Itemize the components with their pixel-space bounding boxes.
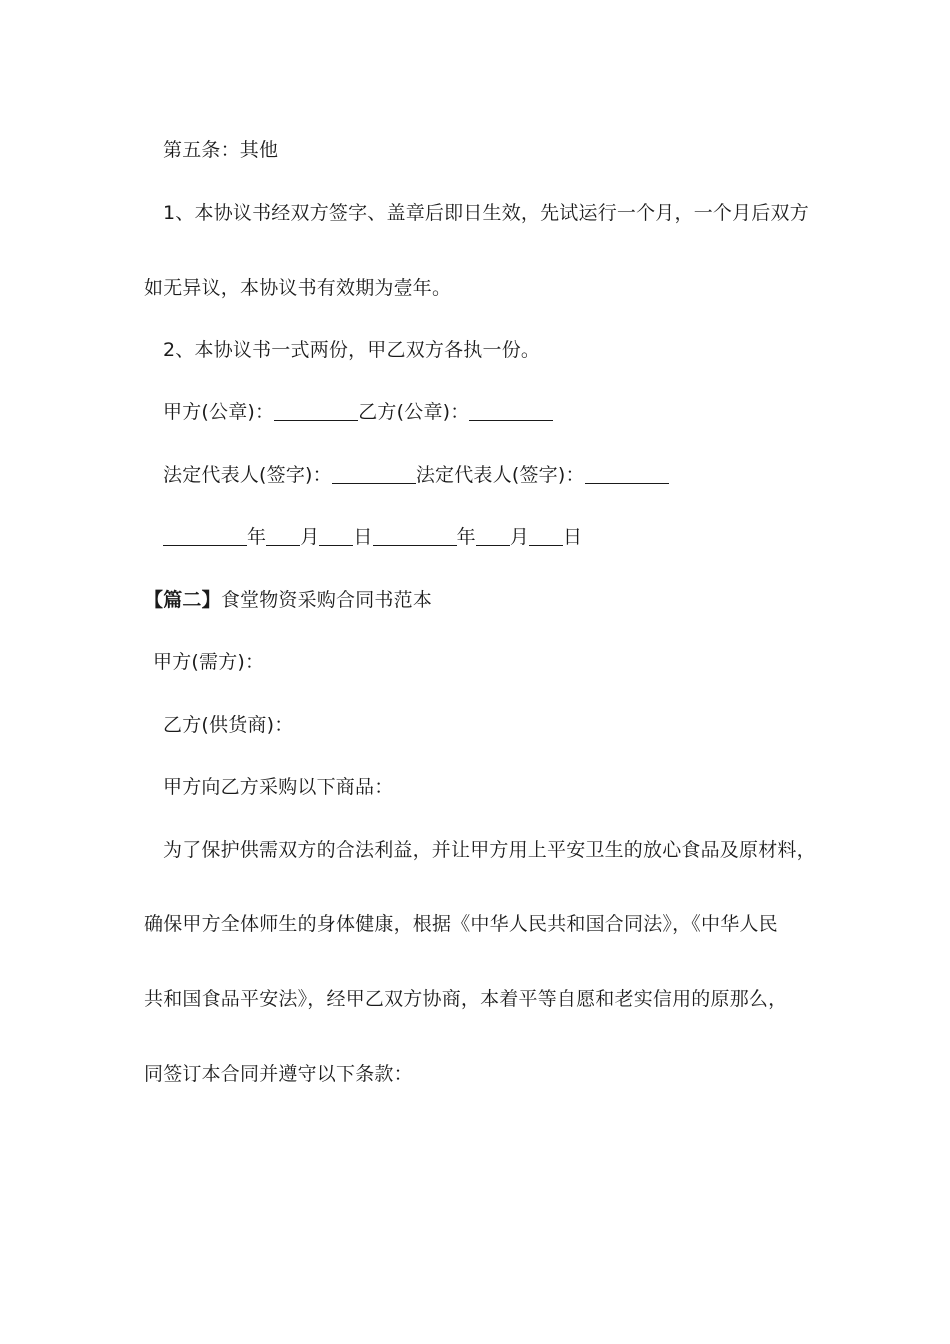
date-b-year: 年 — [456, 526, 476, 548]
part2-title-text: 食堂物资采购合同书范本 — [220, 589, 433, 611]
date-a-year-blank[interactable] — [163, 527, 247, 546]
date-a-day-blank[interactable] — [319, 527, 353, 546]
rep-b-blank[interactable] — [585, 465, 669, 484]
rep-a-blank[interactable] — [332, 465, 416, 484]
date-b-month-blank[interactable] — [476, 527, 510, 546]
date-a-month-blank[interactable] — [266, 527, 300, 546]
preamble-line3: 共和国食品平安法》，经甲乙双方协商，本着平等自愿和老实信用的原那么， — [144, 988, 788, 1010]
date-a-year: 年 — [247, 526, 267, 548]
party-a-seal-blank[interactable] — [274, 402, 358, 421]
date-b-month: 月 — [509, 526, 530, 548]
seal-line — [163, 399, 553, 425]
party-b-seal-blank[interactable] — [469, 402, 553, 421]
party-b-seal-label: 乙方(公章)： — [358, 401, 470, 423]
party-a-seal-label: 甲方(公章)： — [163, 401, 275, 423]
article5-heading: 第五条：其他 — [163, 139, 279, 161]
preamble-line1: 为了保护供需双方的合法利益，并让甲方用上平安卫生的放心食品及原材料， — [163, 839, 816, 861]
preamble-line4: 同签订本合同并遵守以下条款： — [144, 1063, 413, 1085]
date-b-day-blank[interactable] — [529, 527, 563, 546]
date-b-day: 日 — [563, 526, 583, 548]
date-a-day: 日 — [353, 526, 373, 548]
purchase-intro: 甲方向乙方采购以下商品： — [163, 776, 394, 798]
party-b-line: 乙方(供货商)： — [163, 714, 294, 736]
rep-b-label: 法定代表人(签字)： — [415, 464, 585, 486]
rep-a-label: 法定代表人(签字)： — [163, 464, 332, 486]
date-a-month: 月 — [300, 526, 320, 548]
clause1-line1: 1、本协议书经双方签字、盖章后即日生效，先试运行一个月，一个月后双方 — [163, 202, 809, 224]
party-a-line: 甲方(需方)： — [153, 651, 265, 673]
clause2: 2、本协议书一式两份，甲乙双方各执一份。 — [163, 339, 541, 361]
part2-title-bracket: 【篇二】 — [144, 589, 221, 611]
representative-line — [163, 462, 669, 488]
clause1-line2: 如无异议，本协议书有效期为壹年。 — [144, 277, 452, 299]
date-line — [163, 524, 582, 550]
date-b-year-blank[interactable] — [373, 527, 457, 546]
part2-title — [144, 587, 432, 613]
preamble-line2: 确保甲方全体师生的身体健康，根据《中华人民共和国合同法》，《中华人民 — [144, 913, 778, 935]
